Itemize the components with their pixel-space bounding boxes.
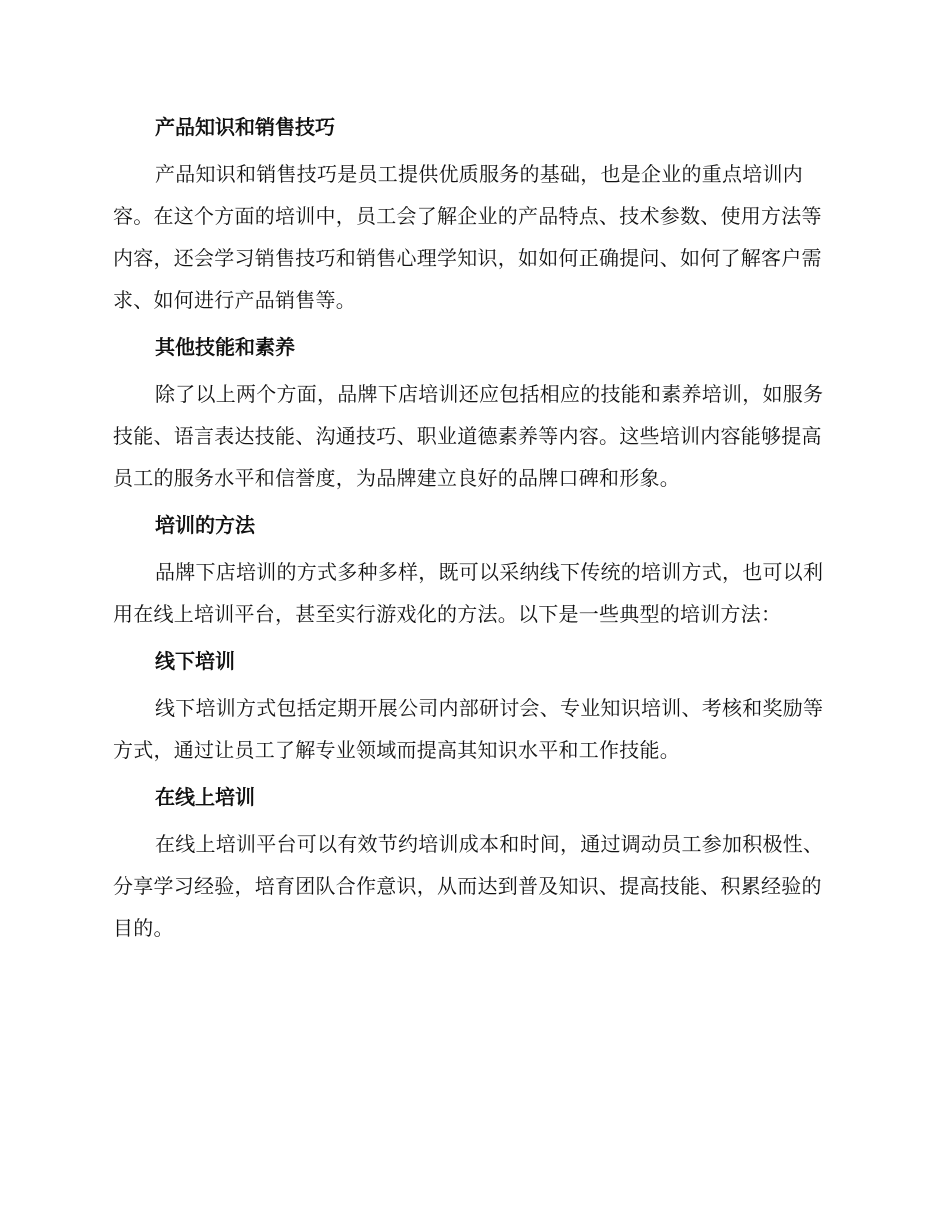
section-paragraph-training-methods: 品牌下店培训的方式多种多样，既可以采纳线下传统的培训方式，也可以利用在线上培训平台，甚至实行游戏化的方法。以下是一些典型的培训方法： (113, 560, 824, 626)
section-paragraph-product-knowledge: 产品知识和销售技巧是员工提供优质服务的基础，也是企业的重点培训内容。在这个方面的培训中，员工会了解企业的产品特点、技术参数、使用方法等内容，还会学习销售技巧和销售心理学知识，如如何正确提问、如何了解客户需求、如何进行产品销售等。 (113, 162, 822, 312)
section-heading-online-training: 在线上培训 (155, 785, 255, 809)
section-paragraph-online-training: 在线上培训平台可以有效节约培训成本和时间，通过调动员工参加积极性、分享学习经验，培育团队合作意识，从而达到普及知识、提高技能、积累经验的目的。 (113, 832, 824, 940)
section-paragraph-offline-training: 线下培训方式包括定期开展公司内部研讨会、专业知识培训、考核和奖励等方式，通过让员工了解专业领域而提高其知识水平和工作技能。 (113, 696, 824, 762)
section-heading-offline-training: 线下培训 (155, 649, 235, 673)
section-heading-other-skills: 其他技能和素养 (155, 335, 295, 359)
section-paragraph-other-skills: 除了以上两个方面，品牌下店培训还应包括相应的技能和素养培训，如服务技能、语言表达技能、沟通技巧、职业道德素养等内容。这些培训内容能够提高员工的服务水平和信誉度，为品牌建立良好的品牌口碑和形象。 (113, 382, 824, 490)
section-heading-product-knowledge: 产品知识和销售技巧 (155, 115, 335, 139)
document-page (113, 108, 838, 956)
section-heading-training-methods: 培训的方法 (155, 513, 255, 537)
